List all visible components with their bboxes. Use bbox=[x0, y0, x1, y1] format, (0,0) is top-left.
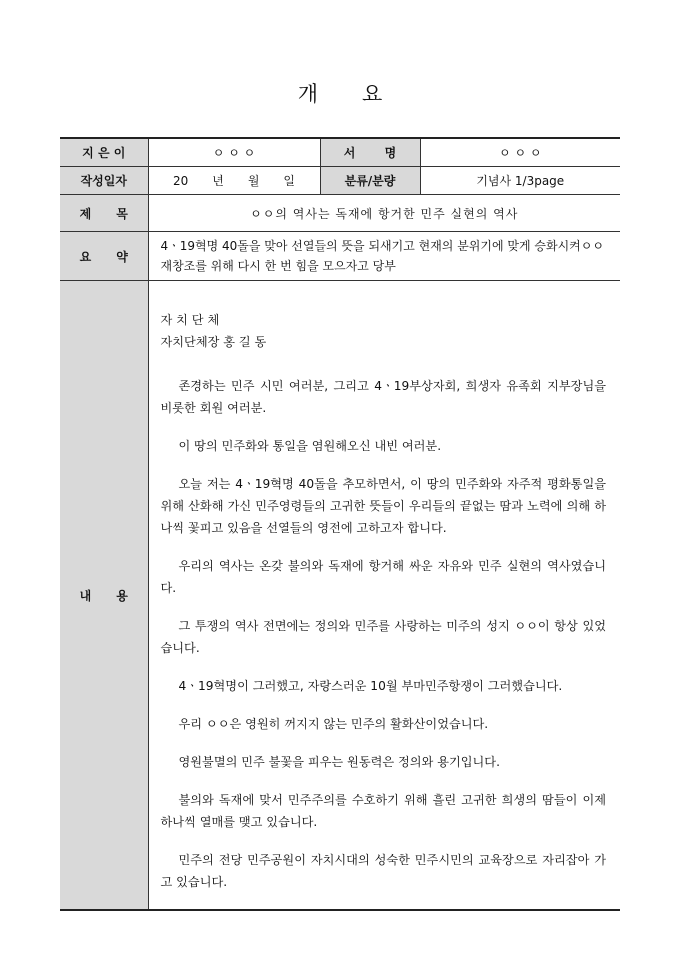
summary-label-part-2: 약 bbox=[116, 249, 128, 264]
subject-row bbox=[60, 195, 620, 232]
speaker-line: 자치단체장 홍 길 동 bbox=[160, 335, 267, 349]
date-row bbox=[60, 167, 620, 195]
speech-content bbox=[148, 281, 620, 911]
subject-label-part-1: 제 bbox=[79, 206, 92, 221]
content-row bbox=[60, 281, 620, 911]
speech-paragraph: 민주의 전당 민주공원이 자치시대의 성숙한 민주시민의 교육장으로 자리잡아 가고 있습니다. bbox=[160, 853, 606, 889]
speech-paragraph: 오늘 저는 4ㆍ19혁명 40돌을 추모하면서, 이 땅의 민주화와 자주적 평화통일을 위해 산화해 가신 민주영령들의 고귀한 뜻들이 우리들의 끝없는 땀과 노력에 의해 하나씩 꽃피고 있음을 선열들의 영전에 고하고자 합니다. bbox=[160, 477, 606, 535]
signature-value: ㅇ ㅇ ㅇ bbox=[420, 138, 620, 167]
speech-paragraph: 영원불멸의 민주 불꽃을 피우는 원동력은 정의와 용기입니다. bbox=[178, 755, 500, 769]
signature-label-part-2: 명 bbox=[384, 146, 397, 160]
speech-paragraph: 우리의 역사는 온갖 불의와 독재에 항거해 싸운 자유와 민주 실현의 역사였습니다. bbox=[160, 559, 606, 595]
speech-paragraph: 그 투쟁의 역사 전면에는 정의와 민주를 사랑하는 미주의 성지 ㅇㅇ이 항상 있었습니다. bbox=[160, 619, 606, 655]
summary-row bbox=[60, 232, 620, 281]
category-value: 기념사 1/3page bbox=[420, 167, 620, 195]
organization-line: 자 치 단 체 bbox=[160, 313, 220, 327]
speech-paragraph: 4ㆍ19혁명이 그러했고, 자랑스러운 10월 부마민주항쟁이 그러했습니다. bbox=[178, 679, 563, 693]
speech-header bbox=[161, 309, 607, 353]
summary-label-part-1: 요 bbox=[79, 249, 92, 264]
document-title bbox=[0, 78, 680, 108]
subject-label-part-2: 목 bbox=[116, 206, 128, 221]
content-label bbox=[60, 281, 148, 911]
summary-value: 4ㆍ19혁명 40돌을 맞아 선열들의 뜻을 되새기고 현재의 분위기에 맞게 승화시켜ㅇㅇ 재창조를 위해 다시 한 번 힘을 모으자고 당부 bbox=[148, 232, 620, 281]
subject-label bbox=[60, 195, 148, 232]
subject-value: ㅇㅇ의 역사는 독재에 항거한 민주 실현의 역사 bbox=[148, 195, 620, 232]
author-value: ㅇ ㅇ ㅇ bbox=[148, 138, 320, 167]
document-title-right: 요 bbox=[362, 82, 383, 106]
category-label: 분류/분량 bbox=[320, 167, 420, 195]
document-title-left: 개 bbox=[297, 82, 318, 106]
content-label-part-1: 내 bbox=[79, 588, 92, 603]
content-label-part-2: 용 bbox=[116, 588, 128, 603]
author-label: 지 은 이 bbox=[60, 138, 148, 167]
author-row bbox=[60, 138, 620, 167]
speech-paragraph: 불의와 독재에 맞서 민주주의를 수호하기 위해 흘린 고귀한 희생의 땀들이 이제 하나씩 열매를 맺고 있습니다. bbox=[160, 793, 606, 829]
signature-label-part-1: 서 bbox=[343, 146, 356, 160]
speech-paragraph: 존경하는 민주 시민 여러분, 그리고 4ㆍ19부상자회, 희생자 유족회 지부장님을 비롯한 회원 여러분. bbox=[160, 379, 606, 415]
date-label: 작성일자 bbox=[60, 167, 148, 195]
speech-paragraph: 이 땅의 민주화와 통일을 염원해오신 내빈 여러분. bbox=[178, 439, 442, 453]
date-value: 20 년 월 일 bbox=[148, 167, 320, 195]
signature-label bbox=[320, 138, 420, 167]
summary-label bbox=[60, 232, 148, 281]
overview-form-table bbox=[60, 137, 620, 911]
speech-paragraph: 우리 ㅇㅇ은 영원히 꺼지지 않는 민주의 활화산이었습니다. bbox=[178, 717, 489, 731]
